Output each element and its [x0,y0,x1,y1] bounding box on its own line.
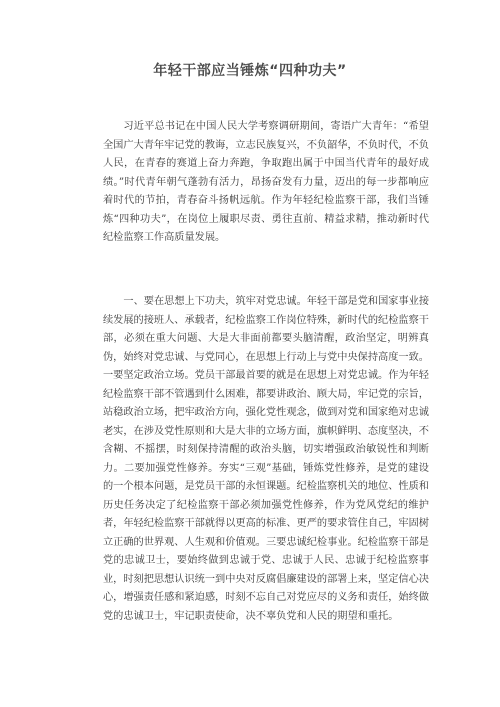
paragraph-intro: 习近平总书记在中国人民大学考察调研期间，寄语广大青年：“希望全国广大青年牢记党的教诲，立志民族复兴，不负韶华，不负时代，不负人民，在青春的赛道上奋力奔跑，争取跑出属于中国当代青年的最好成绩。”时代青年朝气蓬勃有活力，昂扬奋发有力量，迈出的每一步都响应着时代的节拍，青春奋斗扬帆远航。作为年轻纪检监察干部，我们当锤炼“四种功夫”，在岗位上履职尽责、勇往直前、精益求精，推动新时代纪检监察工作高质量发展。 [103,121,429,243]
document-title: 年轻干部应当锤炼“四种功夫” [153,63,347,79]
paragraph-section-one: 一、要在思想上下功夫，筑牢对党忠诚。年轻干部是党和国家事业接续发展的接班人、承载者，纪检监察工作岗位特殊，新时代的纪检监察干部，必须在重大问题、大是大非面前都要头脑清醒，政治坚定，明辨真伪，始终对党忠诚、与党同心，在思想上行动上与党中央保持高度一致。一要坚定政治立场。党员干部最首要的就是在思想上对党忠诚。作为年轻纪检监察干部不管遇到什么困难，都要讲政治、顾大局，牢记党的宗旨，站稳政治立场，把牢政治方向，强化党性观念，做到对党和国家绝对忠诚老实，在涉及党性原则和大是大非的立场方面，旗帜鲜明、态度坚决，不含糊、不摇摆，时刻保持清醒的政治头脑，切实增强政治敏锐性和判断力。二要加强党性修养。夯实“三观”基础，锤炼党性修养，是党的建设的一个根本问题，是党员干部的永恒课题。纪检监察机关的地位、性质和历史任务决定了纪检监察干部必须加强党性修养，作为党风党纪的维护者，年轻纪检监察干部就得以更高的标准、更严的要求管住自己，牢固树立正确的世界观、人生观和价值观。三要忠诚纪检事业。纪检监察干部是党的忠诚卫士，要始终做到忠诚于党、忠诚于人民、忠诚于纪检监察事业，时刻把思想认识统一到中央对反腐倡廉建设的部署上来，坚定信心决心，增强责任感和紧迫感，时刻不忘自己对党应尽的义务和责任，始终做党的忠诚卫士，牢记职责使命，决不辜负党和人民的期望和重托。 [103,296,430,622]
